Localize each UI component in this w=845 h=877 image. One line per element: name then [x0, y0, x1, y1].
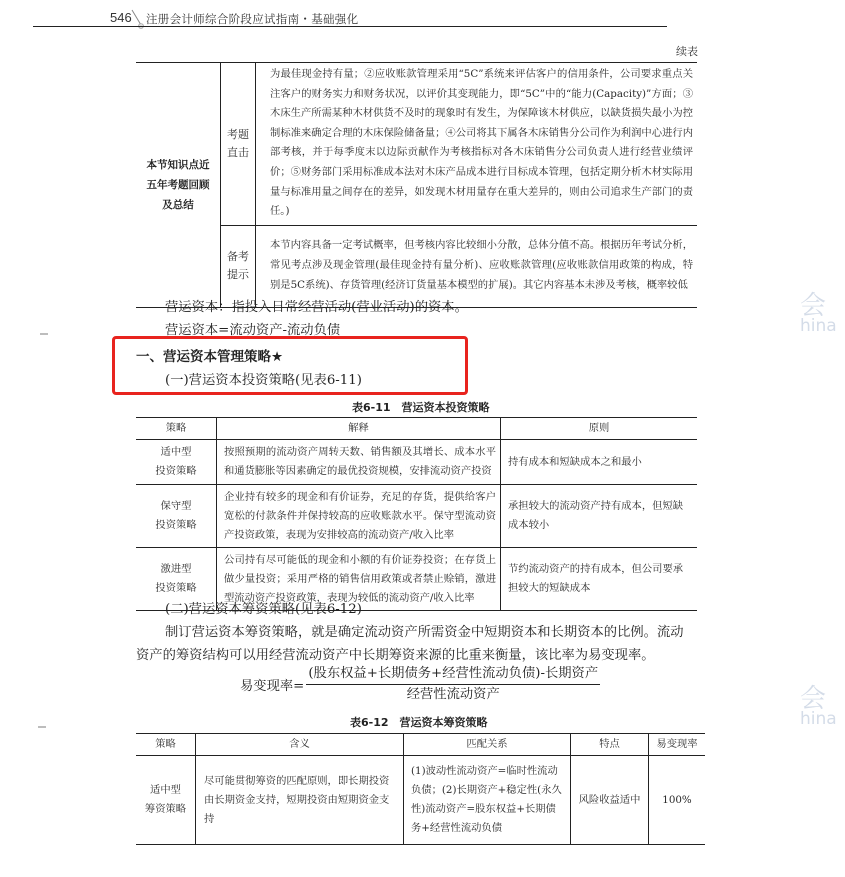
meaning-cell: 尽可能贯彻筹资的匹配原则，即长期投资由长期资金支持，短期投资由短期资金支持	[196, 756, 404, 845]
table-row	[136, 756, 705, 845]
section-heading: 一、营运资本管理策略★	[136, 349, 284, 365]
subsection-heading-investment: (一)营运资本投资策略(见表6-11)	[165, 373, 362, 388]
watermark-text: hina	[800, 709, 837, 729]
watermark-glyph: 会	[800, 291, 827, 321]
formula-fraction	[306, 665, 600, 704]
matching-cell: (1)波动性流动资产=临时性流动负债；(2)长期资产+稳定性(永久性)流动资产=股东权益+长期债务+经营性流动负债	[404, 756, 571, 845]
watermark-text: hina	[800, 316, 837, 336]
strategy-cell: 保守型 投资策略	[136, 485, 217, 548]
principle-cell: 节约流动资产的持有成本，但公司要承担较大的短缺成本	[501, 548, 698, 611]
column-header: 策略	[136, 418, 217, 440]
column-header: 含义	[196, 734, 404, 756]
strategy-cell: 适中型 投资策略	[136, 440, 217, 485]
subsection-heading-financing: (二)营运资本筹资策略(见表6-12)	[165, 602, 362, 617]
highlight-box	[112, 336, 468, 395]
explanation-cell: 公司持有尽可能低的现金和小额的有价证券投资；在存货上做少量投资；采用严格的销售信用政策或者禁止赊销，激进型流动资产投资政策，表现为较低的流动资产/收入比率	[217, 548, 501, 611]
formula-lhs: 易变现率=	[240, 679, 305, 694]
strategy-cell: 适中型 筹资策略	[136, 756, 196, 845]
column-header: 易变现率	[649, 734, 706, 756]
paragraph-line: 制订营运资本筹资策略，就是确定流动资产所需资金中短期资本和长期资本的比例。流动	[165, 625, 684, 640]
table-header-row	[136, 734, 705, 756]
quick-ratio-cell: 100%	[649, 756, 706, 845]
book-title: 注册会计师综合阶段应试指南・基础强化	[146, 12, 359, 26]
summary-content-exam: 为最佳现金持有量；②应收账款管理采用“5C”系统来评估客户的信用条件，公司要求重点关注客户的财务实力和财务状况，以评价其变现能力，即“5C”中的“能力(Capacity)”方面；③木床生产所需某种木材供货不及时的现象时有发生，为保障该木材供应，以缺货损失最小为控制标准来确定合理的木床保险储备量；④公司将其下属各木床销售分公司作为利润中心进行内部考核，并于每季度末以边际贡献作为考核指标对各木床销售分公司负责人进行经营业绩评价；⑤财务部门采用标准成本法对木床产品成本进行目标成本管理，包括定期分析木材实际用量与标准用量之间存在的差异，如发现木材用量存在重大差异的，则由公司追求生产部门的责任。)	[256, 63, 698, 226]
page-number: 546	[110, 10, 132, 25]
summary-row-header: 本节知识点近 五年考题回顾 及总结	[136, 63, 221, 308]
table-6-11-caption: 表6-11 营运资本投资策略	[352, 401, 490, 414]
quick-ratio-formula	[240, 665, 600, 704]
header-rule-full	[53, 26, 667, 27]
column-header: 原则	[501, 418, 698, 440]
watermark-glyph: 会	[800, 684, 827, 714]
table-6-12	[136, 733, 705, 845]
summary-label-exam: 考题 直击	[221, 63, 256, 226]
table-row	[136, 485, 697, 548]
margin-mark	[40, 333, 48, 335]
column-header: 匹配关系	[404, 734, 571, 756]
summary-label-tips: 备考 提示	[221, 225, 256, 307]
strategy-cell: 激进型 投资策略	[136, 548, 217, 611]
table-6-12-caption: 表6-12 营运资本筹资策略	[350, 716, 488, 729]
table-6-11	[136, 417, 697, 611]
formula-line: 营运资本=流动资产-流动负债	[165, 323, 341, 338]
principle-cell: 承担较大的流动资产持有成本，但短缺成本较小	[501, 485, 698, 548]
column-header: 特点	[571, 734, 649, 756]
table-header-row	[136, 418, 697, 440]
table-row	[136, 440, 697, 485]
margin-mark	[38, 726, 46, 728]
column-header: 策略	[136, 734, 196, 756]
summary-content-tips: 本节内容具备一定考试概率，但考核内容比较细小分散，总体分值不高。根据历年考试分析，常见考点涉及现金管理(最佳现金持有量分析)、应收账款管理(应收账款信用政策的构成，特别是5C系统)、存货管理(经济订货量基本模型的扩展)。其它内容基本未涉及考核，概率较低	[256, 225, 698, 307]
explanation-cell: 按照预期的流动资产周转天数、销售额及其增长、成本水平和通货膨胀等因素确定的最优投资规模，安排流动资产投资	[217, 440, 501, 485]
formula-denominator: 经营性流动资产	[406, 687, 500, 702]
explanation-cell: 企业持有较多的现金和有价证券，充足的存货，提供给客户宽松的付款条件并保持较高的应收账款水平。保守型流动资产投资政策，表现为安排较高的流动资产/收入比率	[217, 485, 501, 548]
summary-table	[136, 62, 697, 308]
column-header: 解释	[217, 418, 501, 440]
definition-line: 营运资本：指投入日常经营活动(营业活动)的资本。	[165, 300, 468, 315]
principle-cell: 持有成本和短缺成本之和最小	[501, 440, 698, 485]
feature-cell: 风险收益适中	[571, 756, 649, 845]
continued-label: 续表	[676, 45, 698, 58]
paragraph-line: 资产的筹资结构可以用经营流动资产中长期筹资来源的比重来衡量，该比率为易变现率。	[136, 648, 655, 663]
formula-numerator: (股东权益+长期债务+经营性流动负债)-长期资产	[306, 665, 600, 685]
